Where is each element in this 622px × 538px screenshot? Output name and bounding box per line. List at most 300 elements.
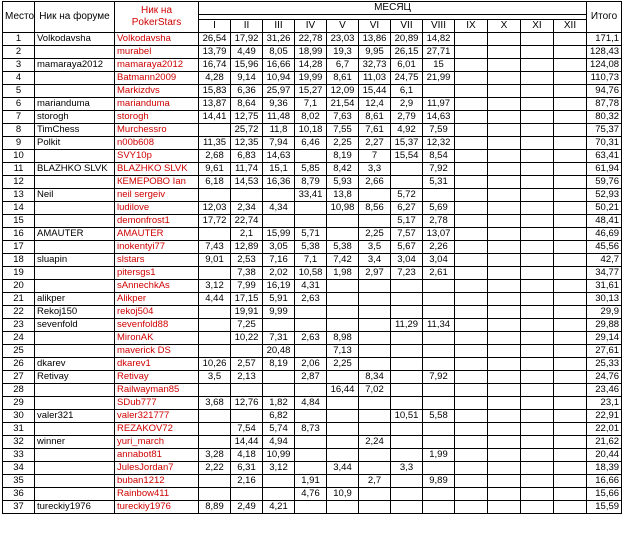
- month-value-cell: [455, 202, 488, 215]
- month-value-cell: [554, 384, 587, 397]
- month-value-cell: [488, 358, 521, 371]
- month-value-cell: [423, 501, 455, 514]
- month-value-cell: 5,38: [295, 241, 327, 254]
- month-value-cell: [423, 345, 455, 358]
- total-cell: 80,32: [587, 111, 622, 124]
- month-value-cell: 2,7: [359, 475, 391, 488]
- month-value-cell: 2,02: [263, 267, 295, 280]
- place-cell: 7: [3, 111, 35, 124]
- month-value-cell: [455, 475, 488, 488]
- month-value-cell: [488, 241, 521, 254]
- month-value-cell: [327, 319, 359, 332]
- ps-nick-cell: rekoj504: [115, 306, 199, 319]
- month-value-cell: [554, 215, 587, 228]
- month-value-cell: 7,54: [231, 423, 263, 436]
- ps-nick-cell: yuri_march: [115, 436, 199, 449]
- total-cell: 50,21: [587, 202, 622, 215]
- month-value-cell: [455, 124, 488, 137]
- month-value-cell: 15,96: [231, 59, 263, 72]
- total-cell: 124,08: [587, 59, 622, 72]
- month-value-cell: [199, 345, 231, 358]
- month-value-cell: 20,89: [391, 33, 423, 46]
- month-value-cell: 11,03: [359, 72, 391, 85]
- forum-nick-cell: tureckiy1976: [35, 501, 115, 514]
- table-row: [3, 293, 622, 306]
- month-value-cell: 24,75: [391, 72, 423, 85]
- place-header: Место: [3, 2, 35, 33]
- month-value-cell: [455, 254, 488, 267]
- table-row: [3, 189, 622, 202]
- month-value-cell: 2,24: [359, 436, 391, 449]
- month-value-cell: 4,18: [231, 449, 263, 462]
- month-value-cell: 3,68: [199, 397, 231, 410]
- place-cell: 36: [3, 488, 35, 501]
- month-value-cell: [554, 202, 587, 215]
- month-value-cell: [521, 475, 554, 488]
- month-value-cell: [359, 488, 391, 501]
- month-value-cell: [488, 137, 521, 150]
- month-value-cell: 7: [359, 150, 391, 163]
- month-value-cell: 7,63: [327, 111, 359, 124]
- month-value-cell: 33,41: [295, 189, 327, 202]
- month-value-cell: [359, 215, 391, 228]
- month-value-cell: 3,12: [199, 280, 231, 293]
- month-value-cell: [488, 267, 521, 280]
- month-value-cell: 7,92: [423, 163, 455, 176]
- month-value-cell: 11,97: [423, 98, 455, 111]
- month-value-cell: 5,17: [391, 215, 423, 228]
- month-value-cell: 8,42: [327, 163, 359, 176]
- month-value-cell: [521, 410, 554, 423]
- place-cell: 24: [3, 332, 35, 345]
- month-value-cell: [455, 293, 488, 306]
- month-value-cell: [554, 397, 587, 410]
- month-value-cell: [521, 488, 554, 501]
- month-value-cell: [488, 488, 521, 501]
- month-value-cell: [295, 345, 327, 358]
- total-cell: 27,61: [587, 345, 622, 358]
- month-value-cell: 2,16: [231, 475, 263, 488]
- place-cell: 13: [3, 189, 35, 202]
- month-value-cell: [359, 501, 391, 514]
- month-value-cell: [423, 358, 455, 371]
- month-value-cell: 14,82: [423, 33, 455, 46]
- month-value-cell: 3,12: [263, 462, 295, 475]
- month-value-cell: 11,74: [231, 163, 263, 176]
- month-value-cell: 2,27: [359, 137, 391, 150]
- month-value-cell: 6,1: [391, 85, 423, 98]
- month-value-cell: 6,18: [199, 176, 231, 189]
- ps-nick-cell: BLAZHKO SLVK: [115, 163, 199, 176]
- month-value-cell: 3,3: [391, 462, 423, 475]
- place-cell: 33: [3, 449, 35, 462]
- month-value-cell: [391, 332, 423, 345]
- month-col-header: III: [263, 20, 295, 33]
- month-value-cell: [554, 176, 587, 189]
- table-row: [3, 475, 622, 488]
- place-cell: 1: [3, 33, 35, 46]
- ps-nick-cell: slstars: [115, 254, 199, 267]
- month-value-cell: [295, 150, 327, 163]
- month-value-cell: 8,79: [295, 176, 327, 189]
- month-value-cell: 2,1: [231, 228, 263, 241]
- total-cell: 128,43: [587, 46, 622, 59]
- table-row: [3, 436, 622, 449]
- month-value-cell: [455, 241, 488, 254]
- month-value-cell: [455, 33, 488, 46]
- month-value-cell: 5,74: [263, 423, 295, 436]
- forum-nick-cell: [35, 449, 115, 462]
- month-value-cell: [327, 280, 359, 293]
- month-value-cell: [521, 319, 554, 332]
- month-value-cell: [554, 332, 587, 345]
- ps-nick-cell: Retivay: [115, 371, 199, 384]
- month-value-cell: [554, 189, 587, 202]
- month-value-cell: 5,38: [327, 241, 359, 254]
- month-value-cell: 3,04: [391, 254, 423, 267]
- month-value-cell: [488, 319, 521, 332]
- month-value-cell: [359, 423, 391, 436]
- month-value-cell: [359, 332, 391, 345]
- month-value-cell: [554, 163, 587, 176]
- month-value-cell: 8,19: [327, 150, 359, 163]
- forum-nick-cell: [35, 332, 115, 345]
- month-value-cell: [554, 488, 587, 501]
- month-value-cell: 2,06: [295, 358, 327, 371]
- month-value-cell: [359, 410, 391, 423]
- month-col-header: VII: [391, 20, 423, 33]
- month-value-cell: [521, 332, 554, 345]
- month-value-cell: [199, 306, 231, 319]
- month-value-cell: 16,66: [263, 59, 295, 72]
- month-value-cell: 2,26: [423, 241, 455, 254]
- month-value-cell: [455, 72, 488, 85]
- table-row: [3, 319, 622, 332]
- month-value-cell: [199, 423, 231, 436]
- month-value-cell: [263, 475, 295, 488]
- total-header: Итого: [587, 2, 622, 33]
- ps-nick-cell: annabot81: [115, 449, 199, 462]
- month-value-cell: 11,35: [199, 137, 231, 150]
- month-value-cell: [391, 306, 423, 319]
- month-value-cell: [455, 410, 488, 423]
- month-value-cell: 8,73: [295, 423, 327, 436]
- total-cell: 23,46: [587, 384, 622, 397]
- month-value-cell: [199, 488, 231, 501]
- month-value-cell: 15,27: [295, 85, 327, 98]
- month-value-cell: [554, 98, 587, 111]
- total-cell: 52,93: [587, 189, 622, 202]
- place-cell: 19: [3, 267, 35, 280]
- month-value-cell: [199, 267, 231, 280]
- month-value-cell: [521, 150, 554, 163]
- month-value-cell: 2,68: [199, 150, 231, 163]
- month-value-cell: 7,23: [391, 267, 423, 280]
- month-value-cell: [521, 46, 554, 59]
- month-value-cell: 5,72: [391, 189, 423, 202]
- month-value-cell: [554, 72, 587, 85]
- total-cell: 63,41: [587, 150, 622, 163]
- month-value-cell: 19,99: [295, 72, 327, 85]
- month-value-cell: 3,4: [359, 254, 391, 267]
- month-value-cell: [231, 384, 263, 397]
- total-cell: 42,7: [587, 254, 622, 267]
- place-cell: 18: [3, 254, 35, 267]
- month-value-cell: 26,54: [199, 33, 231, 46]
- month-value-cell: 16,36: [263, 176, 295, 189]
- place-cell: 16: [3, 228, 35, 241]
- total-cell: 34,77: [587, 267, 622, 280]
- total-cell: 70,31: [587, 137, 622, 150]
- month-value-cell: 2,63: [295, 332, 327, 345]
- table-row: [3, 46, 622, 59]
- month-value-cell: 2,25: [359, 228, 391, 241]
- month-value-cell: [455, 345, 488, 358]
- month-value-cell: [295, 202, 327, 215]
- month-value-cell: [423, 423, 455, 436]
- table-row: [3, 423, 622, 436]
- month-value-cell: [521, 59, 554, 72]
- table-row: [3, 228, 622, 241]
- month-value-cell: [231, 345, 263, 358]
- table-row: [3, 72, 622, 85]
- month-value-cell: 12,09: [327, 85, 359, 98]
- month-value-cell: 8,05: [263, 46, 295, 59]
- month-value-cell: 7,59: [423, 124, 455, 137]
- month-value-cell: 3,04: [423, 254, 455, 267]
- month-value-cell: [488, 280, 521, 293]
- forum-nick-cell: alikper: [35, 293, 115, 306]
- table-row: [3, 358, 622, 371]
- month-value-cell: [488, 46, 521, 59]
- place-cell: 30: [3, 410, 35, 423]
- month-value-cell: 7,99: [231, 280, 263, 293]
- month-value-cell: [488, 501, 521, 514]
- total-cell: 20,44: [587, 449, 622, 462]
- month-value-cell: [327, 501, 359, 514]
- month-value-cell: 25,97: [263, 85, 295, 98]
- month-value-cell: [554, 449, 587, 462]
- month-value-cell: 3,5: [359, 241, 391, 254]
- month-value-cell: [295, 410, 327, 423]
- month-value-cell: [554, 293, 587, 306]
- forum-nick-cell: BLAZHKO SLVK: [35, 163, 115, 176]
- place-cell: 31: [3, 423, 35, 436]
- month-value-cell: [391, 176, 423, 189]
- month-value-cell: 6,31: [231, 462, 263, 475]
- total-cell: 75,37: [587, 124, 622, 137]
- place-cell: 35: [3, 475, 35, 488]
- month-value-cell: [554, 33, 587, 46]
- month-value-cell: [327, 410, 359, 423]
- month-value-cell: 12,75: [231, 111, 263, 124]
- place-cell: 21: [3, 293, 35, 306]
- month-value-cell: 12,35: [231, 137, 263, 150]
- month-value-cell: 21,99: [423, 72, 455, 85]
- forum-nick-cell: [35, 488, 115, 501]
- table-row: [3, 124, 622, 137]
- month-value-cell: [455, 98, 488, 111]
- total-cell: 15,66: [587, 488, 622, 501]
- total-cell: 25,33: [587, 358, 622, 371]
- month-value-cell: [455, 462, 488, 475]
- month-value-cell: [521, 189, 554, 202]
- month-value-cell: [263, 384, 295, 397]
- month-value-cell: [521, 124, 554, 137]
- month-value-cell: [521, 228, 554, 241]
- ps-nick-cell: Batmann2009: [115, 72, 199, 85]
- ps-nick-cell: n00b608: [115, 137, 199, 150]
- month-value-cell: [488, 163, 521, 176]
- month-value-cell: [455, 163, 488, 176]
- forum-nick-cell: marianduma: [35, 98, 115, 111]
- month-value-cell: [455, 228, 488, 241]
- month-value-cell: 8,34: [359, 371, 391, 384]
- month-value-cell: [423, 280, 455, 293]
- month-value-cell: [199, 124, 231, 137]
- month-value-cell: [455, 215, 488, 228]
- month-value-cell: [521, 306, 554, 319]
- forum-nick-cell: [35, 280, 115, 293]
- total-cell: 22,91: [587, 410, 622, 423]
- month-value-cell: [423, 397, 455, 410]
- month-value-cell: [488, 254, 521, 267]
- month-value-cell: 18,99: [295, 46, 327, 59]
- total-cell: 61,94: [587, 163, 622, 176]
- month-value-cell: 15,44: [359, 85, 391, 98]
- month-value-cell: 14,53: [231, 176, 263, 189]
- table-row: [3, 163, 622, 176]
- month-value-cell: 14,63: [263, 150, 295, 163]
- place-cell: 9: [3, 137, 35, 150]
- ps-nick-cell: pitersgs1: [115, 267, 199, 280]
- forum-nick-cell: AMAUTER: [35, 228, 115, 241]
- forum-nick-cell: Rekoj150: [35, 306, 115, 319]
- month-value-cell: [488, 384, 521, 397]
- place-cell: 20: [3, 280, 35, 293]
- month-value-cell: [554, 137, 587, 150]
- month-value-cell: [327, 293, 359, 306]
- month-value-cell: 8,89: [199, 501, 231, 514]
- month-value-cell: [521, 176, 554, 189]
- month-value-cell: 1,99: [423, 449, 455, 462]
- month-value-cell: 11,34: [423, 319, 455, 332]
- forum-nick-cell: [35, 475, 115, 488]
- month-value-cell: [521, 384, 554, 397]
- ps-nick-cell: AMAUTER: [115, 228, 199, 241]
- month-value-cell: [199, 319, 231, 332]
- month-value-cell: 15: [423, 59, 455, 72]
- month-value-cell: [488, 85, 521, 98]
- place-cell: 29: [3, 397, 35, 410]
- forum-nick-cell: [35, 72, 115, 85]
- month-value-cell: 19,3: [327, 46, 359, 59]
- month-value-cell: [359, 358, 391, 371]
- month-value-cell: [423, 189, 455, 202]
- table-row: [3, 111, 622, 124]
- table-row: [3, 384, 622, 397]
- month-value-cell: [554, 475, 587, 488]
- month-value-cell: 6,27: [391, 202, 423, 215]
- month-value-cell: [455, 319, 488, 332]
- place-cell: 22: [3, 306, 35, 319]
- month-value-cell: [327, 397, 359, 410]
- ps-nick-cell: JulesJordan7: [115, 462, 199, 475]
- month-value-cell: 7,13: [327, 345, 359, 358]
- forum-nick-cell: [35, 150, 115, 163]
- month-value-cell: 5,58: [423, 410, 455, 423]
- total-cell: 18,39: [587, 462, 622, 475]
- month-value-cell: 2,13: [231, 371, 263, 384]
- month-value-cell: [554, 345, 587, 358]
- month-value-cell: 13,86: [359, 33, 391, 46]
- total-cell: 110,73: [587, 72, 622, 85]
- month-col-header: X: [488, 20, 521, 33]
- month-value-cell: 9,01: [199, 254, 231, 267]
- month-value-cell: [554, 150, 587, 163]
- total-cell: 87,78: [587, 98, 622, 111]
- month-value-cell: 2,22: [199, 462, 231, 475]
- month-value-cell: [263, 189, 295, 202]
- month-value-cell: [455, 137, 488, 150]
- month-value-cell: [327, 371, 359, 384]
- month-value-cell: 17,15: [231, 293, 263, 306]
- table-row: [3, 215, 622, 228]
- month-value-cell: [554, 124, 587, 137]
- month-value-cell: [423, 436, 455, 449]
- month-value-cell: [554, 228, 587, 241]
- total-cell: 16,66: [587, 475, 622, 488]
- month-value-cell: 15,54: [391, 150, 423, 163]
- place-cell: 15: [3, 215, 35, 228]
- month-col-header: VI: [359, 20, 391, 33]
- month-value-cell: [554, 241, 587, 254]
- month-value-cell: 22,74: [231, 215, 263, 228]
- table-row: [3, 306, 622, 319]
- month-value-cell: 15,99: [263, 228, 295, 241]
- ps-nick-cell: Murchessro: [115, 124, 199, 137]
- month-value-cell: 10,94: [263, 72, 295, 85]
- month-value-cell: 2,66: [359, 176, 391, 189]
- total-cell: 29,9: [587, 306, 622, 319]
- forum-nick-cell: [35, 85, 115, 98]
- month-value-cell: 32,73: [359, 59, 391, 72]
- month-value-cell: 22,78: [295, 33, 327, 46]
- month-value-cell: [521, 33, 554, 46]
- month-value-cell: [488, 228, 521, 241]
- forum-nick-cell: [35, 397, 115, 410]
- table-row: [3, 150, 622, 163]
- table-row: [3, 345, 622, 358]
- month-value-cell: [359, 449, 391, 462]
- month-value-cell: [521, 293, 554, 306]
- month-value-cell: [554, 46, 587, 59]
- month-value-cell: 9,36: [263, 98, 295, 111]
- month-value-cell: [521, 254, 554, 267]
- ps-nick-cell: MironAK: [115, 332, 199, 345]
- ps-nick-cell: demonfrost1: [115, 215, 199, 228]
- month-value-cell: 10,51: [391, 410, 423, 423]
- month-value-cell: [455, 46, 488, 59]
- month-value-cell: 2,49: [231, 501, 263, 514]
- month-value-cell: [554, 59, 587, 72]
- month-value-cell: [359, 306, 391, 319]
- month-value-cell: 6,46: [295, 137, 327, 150]
- month-value-cell: 9,61: [199, 163, 231, 176]
- rating-table: [2, 1, 622, 514]
- month-value-cell: [521, 98, 554, 111]
- ps-nick-cell: maverick DS: [115, 345, 199, 358]
